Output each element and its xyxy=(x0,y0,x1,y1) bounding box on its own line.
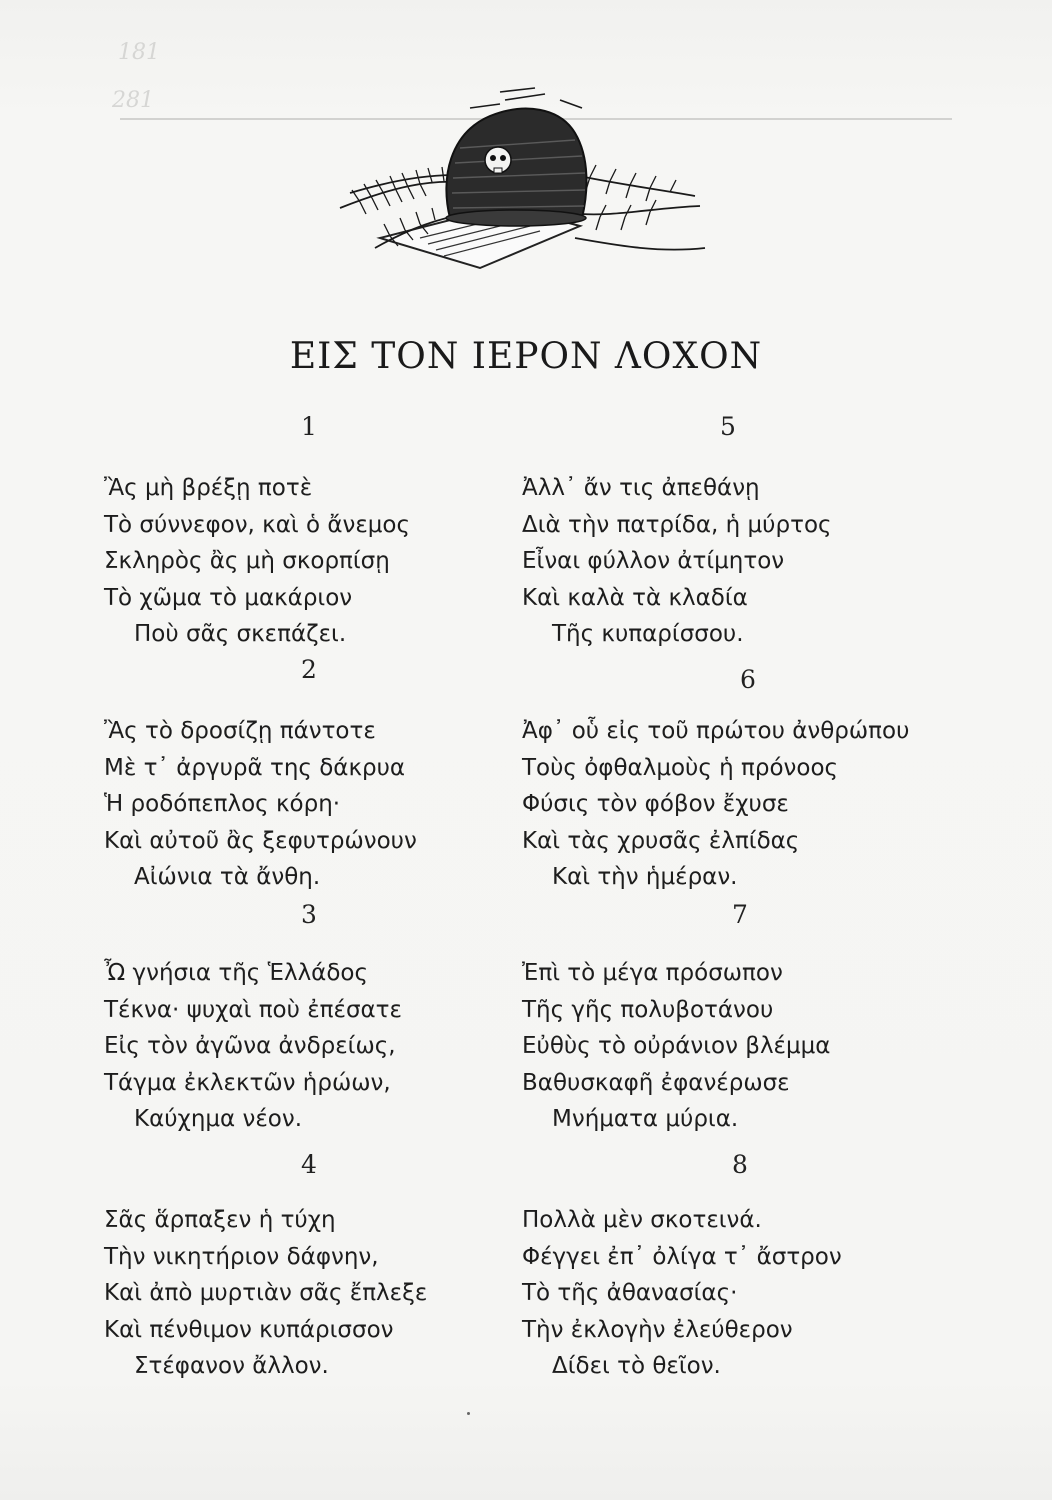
stanza-number: 4 xyxy=(301,1150,317,1179)
verse-line: Τέκνα· ψυχαὶ ποὺ ἐπέσατε xyxy=(104,996,402,1023)
ghost-text: 281 xyxy=(112,88,154,113)
stanza xyxy=(104,470,410,653)
verse-line: Πολλὰ μὲν σκοτεινά. xyxy=(522,1207,762,1233)
verse-line: Τὸ τῆς ἀθανασίας· xyxy=(522,1280,738,1306)
ink-speck xyxy=(467,1412,470,1415)
stanza-number: 5 xyxy=(720,412,736,441)
verse-line: Καὶ τὰς χρυσᾶς ἐλπίδας xyxy=(522,827,800,854)
verse-line: Ἂς μὴ βρέξῃ ποτὲ xyxy=(104,475,313,501)
verse-line: Εἰς τὸν ἀγῶνα ἀνδρείως, xyxy=(104,1033,396,1059)
verse-line: Εὐθὺς τὸ οὐράνιον βλέμμα xyxy=(522,1033,831,1059)
verse-line: Ἡ ροδόπεπλος κόρη· xyxy=(104,791,341,817)
verse-line: Στέφανον ἄλλον. xyxy=(134,1353,329,1379)
stanza xyxy=(104,1202,427,1385)
verse-line: Φύσις τὸν φόβον ἔχυσε xyxy=(522,791,789,817)
poem-title: ΕΙΣ ΤΟΝ ΙΕΡΟΝ ΛΟΧΟΝ xyxy=(289,336,763,377)
verse-line: Τῆς γῆς πολυβοτάνου xyxy=(522,996,774,1023)
stanza-number: 7 xyxy=(732,900,748,929)
verse-line: Τοὺς ὀφθαλμοὺς ἡ πρόνοος xyxy=(522,754,839,781)
verse-line: Ἐπὶ τὸ μέγα πρόσωπον xyxy=(522,960,783,986)
verse-line: Μνήματα μύρια. xyxy=(552,1106,739,1132)
verse-line: Φέγγει ἐπ᾽ ὀλίγα τ᾽ ἄστρον xyxy=(522,1243,842,1270)
verse-line: Τὸ σύννεφον, καὶ ὁ ἄνεμος xyxy=(104,511,410,538)
stanza xyxy=(104,713,417,896)
stanza xyxy=(104,955,402,1138)
verse-line: Ἂς τὸ δροσίζῃ πάντοτε xyxy=(104,718,376,744)
verse-line: Σκληρὸς ἂς μὴ σκορπίσῃ xyxy=(104,548,390,574)
verse-line: Σᾶς ἅρπαξεν ἡ τύχη xyxy=(104,1207,336,1233)
verse-line: Τὴν ἐκλογὴν ἐλεύθερον xyxy=(522,1316,793,1343)
verse-line: Ὦ γνήσια τῆς Ἑλλάδος xyxy=(104,960,368,986)
verse-line: Τὸ χῶμα τὸ μακάριον xyxy=(104,584,353,611)
helmet-with-laurel-vignette-icon xyxy=(320,78,720,288)
stanza-number: 1 xyxy=(301,412,317,441)
verse-line: Τάγμα ἐκλεκτῶν ἡρώων, xyxy=(104,1069,391,1096)
verse-line: Ποὺ σᾶς σκεπάζει. xyxy=(134,621,347,647)
verse-line: Δίδει τὸ θεῖον. xyxy=(552,1353,721,1379)
stanza xyxy=(522,1202,842,1385)
verse-line: Καὶ αὐτοῦ ἂς ξεφυτρώνουν xyxy=(104,827,417,854)
stanza xyxy=(522,470,832,653)
verse-line: Τὴν νικητήριον δάφνην, xyxy=(104,1243,379,1270)
stanza-number: 6 xyxy=(740,665,756,694)
verse-line: Βαθυσκαφῆ ἐφανέρωσε xyxy=(522,1069,790,1096)
verse-line: Καύχημα νέον. xyxy=(134,1106,303,1132)
verse-line: Καὶ ἀπὸ μυρτιὰν σᾶς ἔπλεξε xyxy=(104,1280,428,1306)
stanza xyxy=(522,955,830,1138)
verse-line: Καὶ τὴν ἡμέραν. xyxy=(552,864,738,890)
verse-line: Διὰ τὴν πατρίδα, ἡ μύρτος xyxy=(522,511,832,538)
verse-line: Εἶναι φύλλον ἀτίμητον xyxy=(522,548,785,574)
verse-line: Αἰώνια τὰ ἄνθη. xyxy=(134,864,321,890)
verse-line: Καὶ πένθιμον κυπάρισσον xyxy=(104,1316,394,1343)
verse-line: Μὲ τ᾽ ἀργυρᾶ της δάκρυα xyxy=(104,754,406,781)
verse-line: Ἀφ᾽ οὗ εἰς τοῦ πρώτου ἀνθρώπου xyxy=(522,718,910,744)
verse-line: Καὶ καλὰ τὰ κλαδία xyxy=(522,584,748,611)
stanza xyxy=(522,713,909,896)
stanza-number: 8 xyxy=(732,1150,748,1179)
stanza-number: 3 xyxy=(301,900,317,929)
verse-line: Ἀλλ᾽ ἄν τις ἀπεθάνῃ xyxy=(522,475,760,501)
verse-line: Τῆς κυπαρίσσου. xyxy=(552,621,744,647)
ghost-text: 181 xyxy=(118,40,160,65)
stanza-number: 2 xyxy=(301,655,317,684)
